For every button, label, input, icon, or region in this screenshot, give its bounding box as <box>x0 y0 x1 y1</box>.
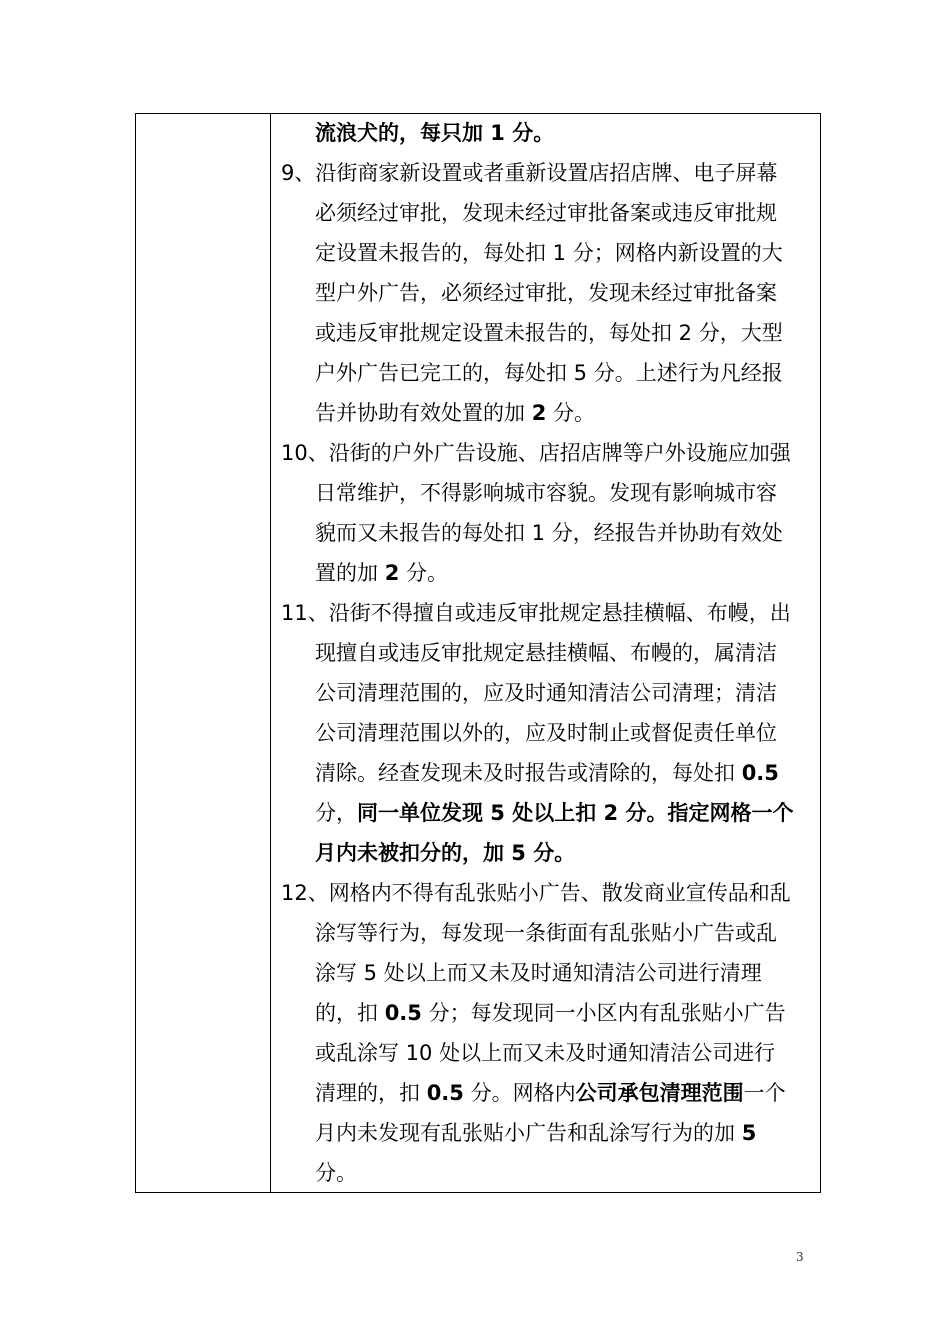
text-run: 0.5 <box>741 761 779 785</box>
page-number: 3 <box>796 1250 804 1264</box>
text-line <box>315 393 595 433</box>
text-line <box>315 1033 775 1073</box>
text-line <box>281 433 791 473</box>
text-run: 涂写等行为，每发现一条街面有乱张贴小广告或乱 <box>315 921 777 945</box>
text-run: 涂写 5 处以上而又未及时通知清洁公司进行清理 <box>315 961 762 985</box>
text-run: 必须经过审批，发现未经过审批备案或违反审批规 <box>315 201 777 225</box>
text-run: 公司清理范围的，应及时通知清洁公司清理；清洁 <box>315 681 777 705</box>
text-run: 清除。经查发现未及时报告或清除的，每处扣 <box>315 761 742 785</box>
text-line <box>315 1153 357 1193</box>
text-run: 月内未被扣分的，加 5 分。 <box>315 841 576 865</box>
text-line <box>315 913 777 953</box>
text-run: 或违反审批规定设置未报告的，每处扣 2 分，大型 <box>315 321 783 345</box>
text-run: 11、沿街不得擅自或违反审批规定悬挂横幅、布幔，出 <box>281 601 791 625</box>
text-line <box>315 113 554 153</box>
text-line <box>315 473 777 513</box>
text-run: 日常维护，不得影响城市容貌。发现有影响城市容 <box>315 481 777 505</box>
text-line <box>281 873 791 913</box>
text-line <box>315 273 777 313</box>
text-run: 公司承包清理范围 <box>575 1081 744 1105</box>
text-run: 2 <box>531 401 547 425</box>
text-line <box>315 713 777 753</box>
text-run: 月内未发现有乱张贴小广告和乱涂写行为的加 <box>315 1121 742 1145</box>
text-run: 2 <box>384 561 400 585</box>
text-line <box>281 153 777 193</box>
text-run: 0.5 <box>426 1081 464 1105</box>
text-run: 12、网格内不得有乱张贴小广告、散发商业宣传品和乱 <box>281 881 791 905</box>
table-left-column <box>136 114 271 1192</box>
text-line <box>315 753 779 793</box>
text-line <box>315 553 448 593</box>
text-run: 的，扣 <box>315 1001 385 1025</box>
text-run: 定设置未报告的，每处扣 1 分；网格内新设置的大 <box>315 241 783 265</box>
text-line <box>315 233 783 273</box>
text-run: 置的加 <box>315 561 385 585</box>
text-run: 型户外广告，必须经过审批，发现未经过审批备案 <box>315 281 777 305</box>
text-run: 分。网格内 <box>463 1081 576 1105</box>
text-line <box>315 673 777 713</box>
text-line <box>281 593 791 633</box>
text-run: 分。 <box>546 401 595 425</box>
text-run: 公司清理范围以外的，应及时制止或督促责任单位 <box>315 721 777 745</box>
text-line <box>315 1073 786 1113</box>
text-run: 现擅自或违反审批规定悬挂横幅、布幔的，属清洁 <box>315 641 777 665</box>
text-run: 10、沿街的户外广告设施、店招店牌等户外设施应加强 <box>281 441 791 465</box>
text-line <box>315 1113 756 1153</box>
text-run: 0.5 <box>384 1001 422 1025</box>
text-run: 9、沿街商家新设置或者重新设置店招店牌、电子屏幕 <box>281 161 778 185</box>
text-run: 分， <box>315 801 357 825</box>
text-run: 清理的，扣 <box>315 1081 427 1105</box>
text-line <box>315 633 777 673</box>
text-run: 分；每发现同一小区内有乱张贴小广告 <box>421 1001 786 1025</box>
text-run: 分。 <box>399 561 448 585</box>
text-run: 或乱涂写 10 处以上而又未及时通知清洁公司进行 <box>315 1041 776 1065</box>
text-line <box>315 353 783 393</box>
text-run: 流浪犬的，每只加 1 分。 <box>315 121 555 145</box>
text-run: 5 <box>741 1121 757 1145</box>
rules-table <box>135 113 821 1193</box>
text-line <box>315 193 777 233</box>
text-line <box>315 513 783 553</box>
text-line <box>315 313 783 353</box>
text-run: 户外广告已完工的，每处扣 5 分。上述行为凡经报 <box>315 361 783 385</box>
text-run: 同一单位发现 5 处以上扣 2 分。指定网格一个 <box>357 801 794 825</box>
text-line <box>315 953 762 993</box>
text-run: 貌而又未报告的每处扣 1 分，经报告并协助有效处 <box>315 521 783 545</box>
text-line <box>315 833 575 873</box>
text-line <box>315 993 786 1033</box>
text-run: 一个 <box>743 1081 786 1105</box>
text-run: 分。 <box>315 1161 357 1185</box>
text-run: 告并协助有效处置的加 <box>315 401 532 425</box>
text-line <box>315 793 793 833</box>
